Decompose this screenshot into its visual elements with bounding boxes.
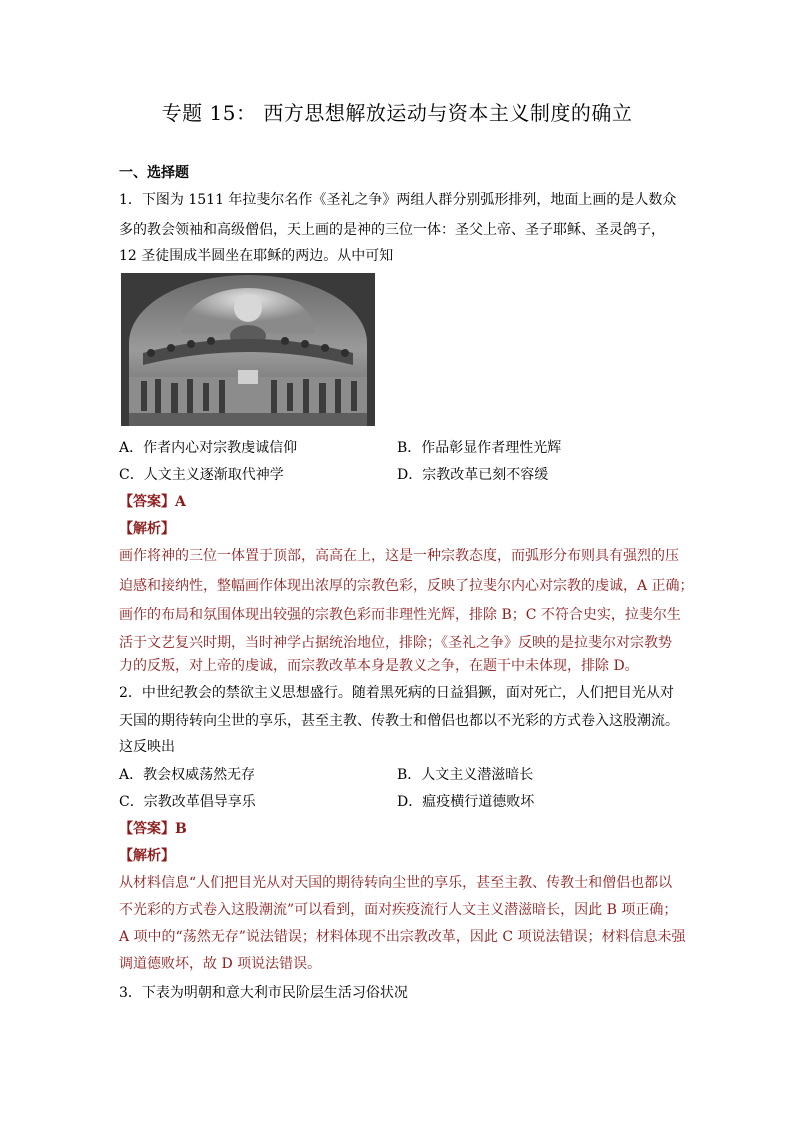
q2-answer: 【答案】B bbox=[119, 821, 187, 837]
q2-analysis-line: 调道德败坏，故 D 项说法错误。 bbox=[119, 956, 322, 972]
q2-analysis-line: A 项中的“荡然无存”说法错误；材料体现不出宗教改革，因此 C 项说法错误；材料信息未强 bbox=[119, 929, 686, 945]
q1-analysis-line: 迫感和接纳性，整幅画作体现出浓厚的宗教色彩，反映了拉斐尔内心对宗教的虔诚，A 正确； bbox=[119, 578, 694, 594]
q1-analysis-line: 画作将神的三位一体置于顶部，高高在上，这是一种宗教态度，而弧形分布则具有强烈的压 bbox=[119, 548, 679, 564]
q2-text-line: 天国的期待转向尘世的享乐，甚至主教、传教士和僧侣也都以不光彩的方式卷入这股潮流。 bbox=[119, 713, 679, 729]
q1-analysis-line: 活于文艺复兴时期，当时神学占据统治地位，排除；《圣礼之争》反映的是拉斐尔对宗教势 bbox=[119, 635, 672, 651]
section-heading: 一、选择题 bbox=[119, 165, 189, 181]
q2-option-d: D．瘟疫横行道德败坏 bbox=[397, 794, 535, 810]
q2-text-line: 2．中世纪教会的禁欲主义思想盛行。随着黑死病的日益猖獗，面对死亡，人们把目光从对 bbox=[119, 685, 674, 701]
q2-analysis-line: 从材料信息“人们把目光从对天国的期待转向尘世的享乐，甚至主教、传教士和僧侣也都以 bbox=[119, 875, 673, 891]
q2-option-c: C．宗教改革倡导享乐 bbox=[119, 794, 256, 810]
q1-option-a: A．作者内心对宗教虔诚信仰 bbox=[119, 440, 298, 456]
q1-answer: 【答案】A bbox=[119, 494, 186, 510]
q2-text-line: 这反映出 bbox=[119, 739, 175, 755]
q2-option-a: A．教会权威荡然无存 bbox=[119, 767, 256, 783]
q3-text-line: 3．下表为明朝和意大利市民阶层生活习俗状况 bbox=[119, 985, 408, 1001]
q2-option-b: B．人文主义潜滋暗长 bbox=[397, 767, 534, 783]
q1-option-b: B．作品彰显作者理性光辉 bbox=[397, 440, 562, 456]
q1-text-line: 多的教会领袖和高级僧侣，天上画的是神的三位一体：圣父上帝、圣子耶稣、圣灵鸽子， bbox=[119, 222, 665, 238]
q1-analysis-line: 力的反叛，对上帝的虔诚，而宗教改革本身是教义之争，在题干中未体现，排除 D。 bbox=[119, 658, 639, 674]
q1-option-c: C．人文主义逐渐取代神学 bbox=[119, 467, 284, 483]
q1-option-d: D．宗教改革已刻不容缓 bbox=[397, 467, 549, 483]
q1-text-line: 1．下图为 1511 年拉斐尔名作《圣礼之争》两组人群分别弧形排列，地面上画的是人数众 bbox=[119, 192, 677, 208]
q2-analysis-label: 【解析】 bbox=[119, 848, 175, 864]
q2-analysis-line: 不光彩的方式卷入这股潮流”可以看到，面对疾疫流行人文主义潜滋暗长，因此 B 项正确； bbox=[119, 902, 678, 918]
q1-analysis-line: 画作的布局和氛围体现出较强的宗教色彩而非理性光辉，排除 B；C 不符合史实，拉斐尔生 bbox=[119, 607, 681, 623]
q1-analysis-label: 【解析】 bbox=[119, 521, 175, 537]
painting-image bbox=[121, 273, 375, 426]
q1-text-line: 12 圣徒围成半圆坐在耶稣的两边。从中可知 bbox=[119, 248, 394, 264]
page-title: 专题 15： 西方思想解放运动与资本主义制度的确立 bbox=[161, 101, 633, 125]
